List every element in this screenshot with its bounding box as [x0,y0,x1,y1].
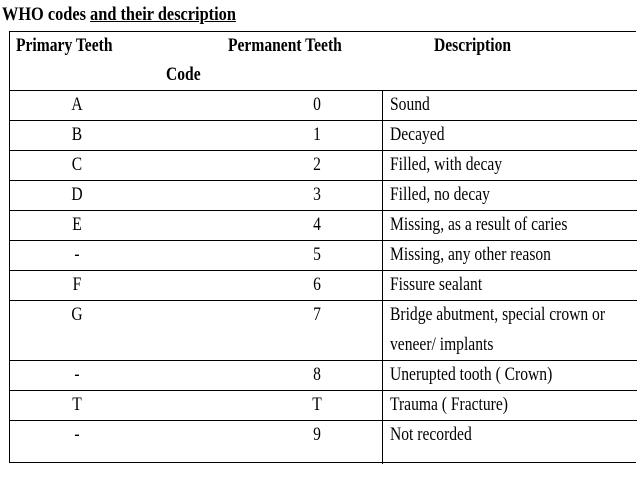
header-code: Code [166,64,201,85]
cell-primary: A [71,94,83,115]
header-permanent-teeth: Permanent Teeth [228,35,342,56]
cell-description: Trauma ( Fracture) [390,394,508,415]
cell-permanent: 8 [313,364,321,385]
cell-primary: - [74,364,80,385]
cell-description: Sound [390,94,430,115]
cell-permanent: 6 [313,274,321,295]
header-primary-teeth: Primary Teeth [16,35,113,56]
cell-primary: D [71,184,83,205]
cell-primary: - [74,244,80,265]
row-separator [10,240,637,241]
row-separator [10,210,637,211]
who-codes-table [9,31,636,463]
cell-permanent: 3 [313,184,321,205]
row-separator [10,360,637,361]
cell-description: Bridge abutment, special crown or [390,304,606,325]
row-separator [10,390,637,391]
cell-permanent: 7 [313,304,321,325]
cell-permanent: 2 [313,154,321,175]
cell-primary: G [71,304,83,325]
row-separator [10,150,637,151]
cell-primary: T [72,394,82,415]
document-title [2,4,236,26]
cell-description: Missing, as a result of caries [390,214,568,235]
row-separator [10,120,637,121]
header-separator [10,90,637,91]
title-underlined: and their description [90,4,236,25]
title-plain: WHO codes [2,4,91,25]
row-separator [10,180,637,181]
cell-permanent: 0 [313,94,321,115]
cell-description: Filled, no decay [390,184,490,205]
cell-primary: C [71,154,83,175]
cell-primary: - [74,424,80,445]
row-separator [10,300,637,301]
cell-primary: F [72,274,82,295]
column-separator [382,90,383,464]
cell-description: Decayed [390,124,445,145]
cell-permanent: 9 [313,424,321,445]
header-description: Description [434,35,512,56]
cell-primary: E [72,214,82,235]
cell-description: veneer/ implants [390,334,494,355]
cell-description: Missing, any other reason [390,244,551,265]
row-separator [10,270,637,271]
cell-description: Filled, with decay [390,154,503,175]
cell-permanent: T [312,394,322,415]
row-separator [10,420,637,421]
cell-permanent: 5 [313,244,321,265]
cell-permanent: 4 [313,214,321,235]
cell-primary: B [71,124,83,145]
cell-permanent: 1 [313,124,321,145]
cell-description: Not recorded [390,424,472,445]
cell-description: Fissure sealant [390,274,483,295]
cell-description: Unerupted tooth ( Crown) [390,364,553,385]
